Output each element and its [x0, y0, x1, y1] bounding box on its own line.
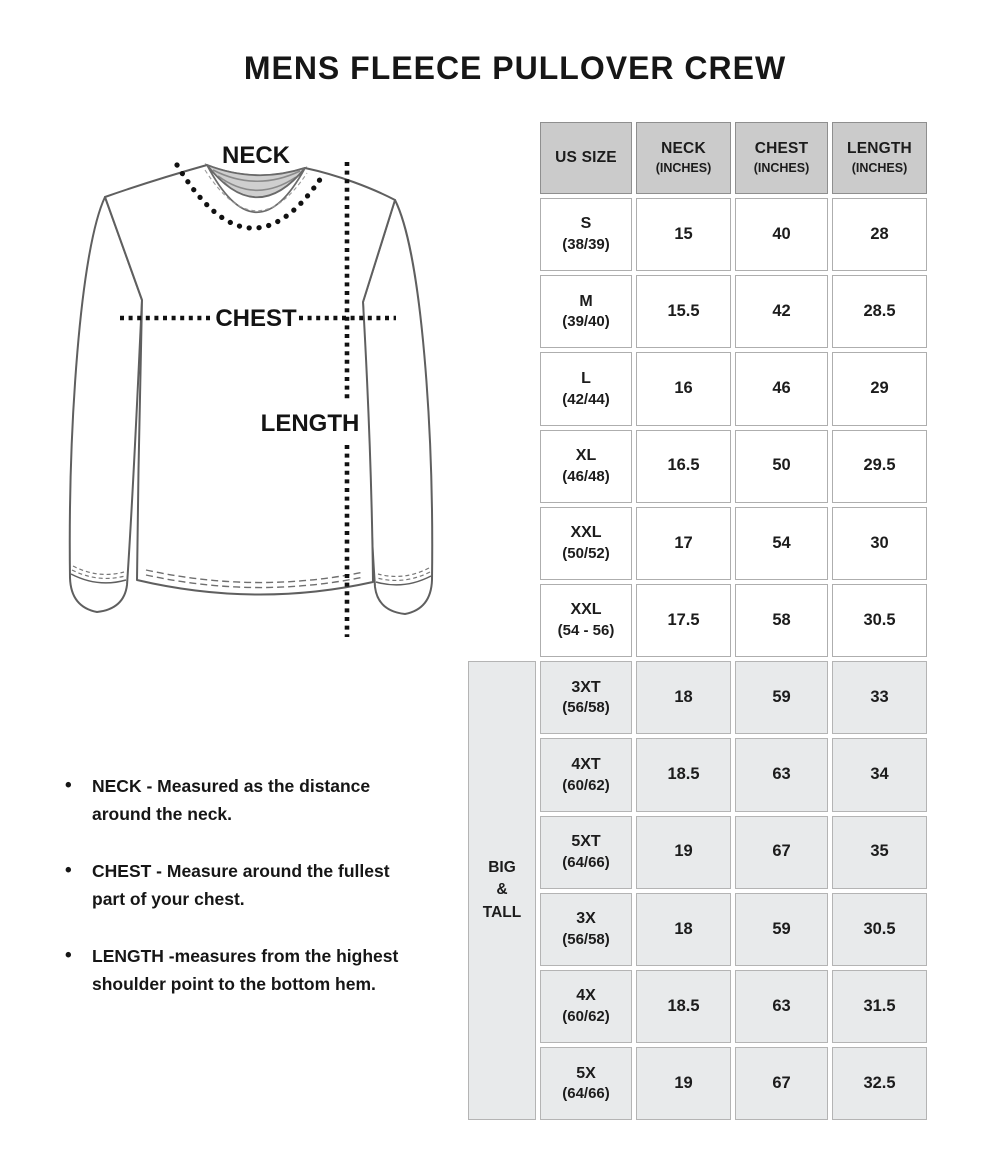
length-value-cell-5: 30.5 [832, 584, 927, 657]
size-cell-4xt-7: 4XT (60/62) [540, 738, 632, 811]
chest-value-cell-4: 54 [735, 507, 828, 580]
chest-value-cell-11: 67 [735, 1047, 828, 1120]
chest-value-cell-8: 67 [735, 816, 828, 889]
length-value-cell-9: 30.5 [832, 893, 927, 966]
length-label: LENGTH [260, 410, 360, 437]
size-cell-xxl-4: XXL (50/52) [540, 507, 632, 580]
chest-value-cell-0: 40 [735, 198, 828, 271]
length-value-cell-3: 29.5 [832, 430, 927, 503]
header-cell-length: LENGTH (INCHES) [832, 122, 927, 194]
shirt-diagram-svg [50, 130, 470, 670]
size-cell-5x-11: 5X (64/66) [540, 1047, 632, 1120]
length-value-cell-1: 28.5 [832, 275, 927, 348]
size-cell-xl-3: XL (46/48) [540, 430, 632, 503]
page-title: MENS FLEECE PULLOVER CREW [243, 50, 787, 86]
note-item-1: • CHEST - Measure around the fullest part of your chest. [62, 857, 492, 913]
chest-value-cell-2: 46 [735, 352, 828, 425]
header-cell-us-size: US SIZE [540, 122, 632, 194]
chest-value-cell-1: 42 [735, 275, 828, 348]
length-value-cell-8: 35 [832, 816, 927, 889]
header-cell-neck: NECK (INCHES) [636, 122, 731, 194]
chest-label: CHEST [215, 305, 297, 332]
size-cell-3xt-6: 3XT (56/58) [540, 661, 632, 734]
neck-value-cell-2: 16 [636, 352, 731, 425]
length-value-cell-2: 29 [832, 352, 927, 425]
neck-value-cell-7: 18.5 [636, 738, 731, 811]
size-cell-m-1: M (39/40) [540, 275, 632, 348]
neck-value-cell-3: 16.5 [636, 430, 731, 503]
size-cell-5xt-8: 5XT (64/66) [540, 816, 632, 889]
neck-value-cell-0: 15 [636, 198, 731, 271]
neck-value-cell-1: 15.5 [636, 275, 731, 348]
neck-value-cell-11: 19 [636, 1047, 731, 1120]
note-item-2: • LENGTH -measures from the highest shoulder point to the bottom hem. [62, 942, 492, 998]
chest-value-cell-6: 59 [735, 661, 828, 734]
neck-value-cell-9: 18 [636, 893, 731, 966]
header-cell-chest: CHEST (INCHES) [735, 122, 828, 194]
length-value-cell-10: 31.5 [832, 970, 927, 1043]
chest-value-cell-10: 63 [735, 970, 828, 1043]
measurement-notes [62, 772, 492, 1027]
size-cell-4x-10: 4X (60/62) [540, 970, 632, 1043]
chest-value-cell-9: 59 [735, 893, 828, 966]
size-table [468, 122, 927, 1120]
big-tall-group-label: BIG & TALL [468, 661, 536, 1120]
chest-value-cell-3: 50 [735, 430, 828, 503]
length-value-cell-7: 34 [832, 738, 927, 811]
neck-value-cell-5: 17.5 [636, 584, 731, 657]
neck-label: NECK [221, 142, 291, 169]
length-value-cell-6: 33 [832, 661, 927, 734]
length-value-cell-4: 30 [832, 507, 927, 580]
neck-value-cell-8: 19 [636, 816, 731, 889]
size-cell-xxl-5: XXL (54 - 56) [540, 584, 632, 657]
neck-value-cell-4: 17 [636, 507, 731, 580]
neck-value-cell-10: 18.5 [636, 970, 731, 1043]
length-value-cell-11: 32.5 [832, 1047, 927, 1120]
size-cell-3x-9: 3X (56/58) [540, 893, 632, 966]
size-cell-l-2: L (42/44) [540, 352, 632, 425]
chest-value-cell-5: 58 [735, 584, 828, 657]
size-cell-s-0: S (38/39) [540, 198, 632, 271]
length-value-cell-0: 28 [832, 198, 927, 271]
note-item-0: • NECK - Measured as the distance around the neck. [62, 772, 492, 828]
chest-value-cell-7: 63 [735, 738, 828, 811]
neck-value-cell-6: 18 [636, 661, 731, 734]
